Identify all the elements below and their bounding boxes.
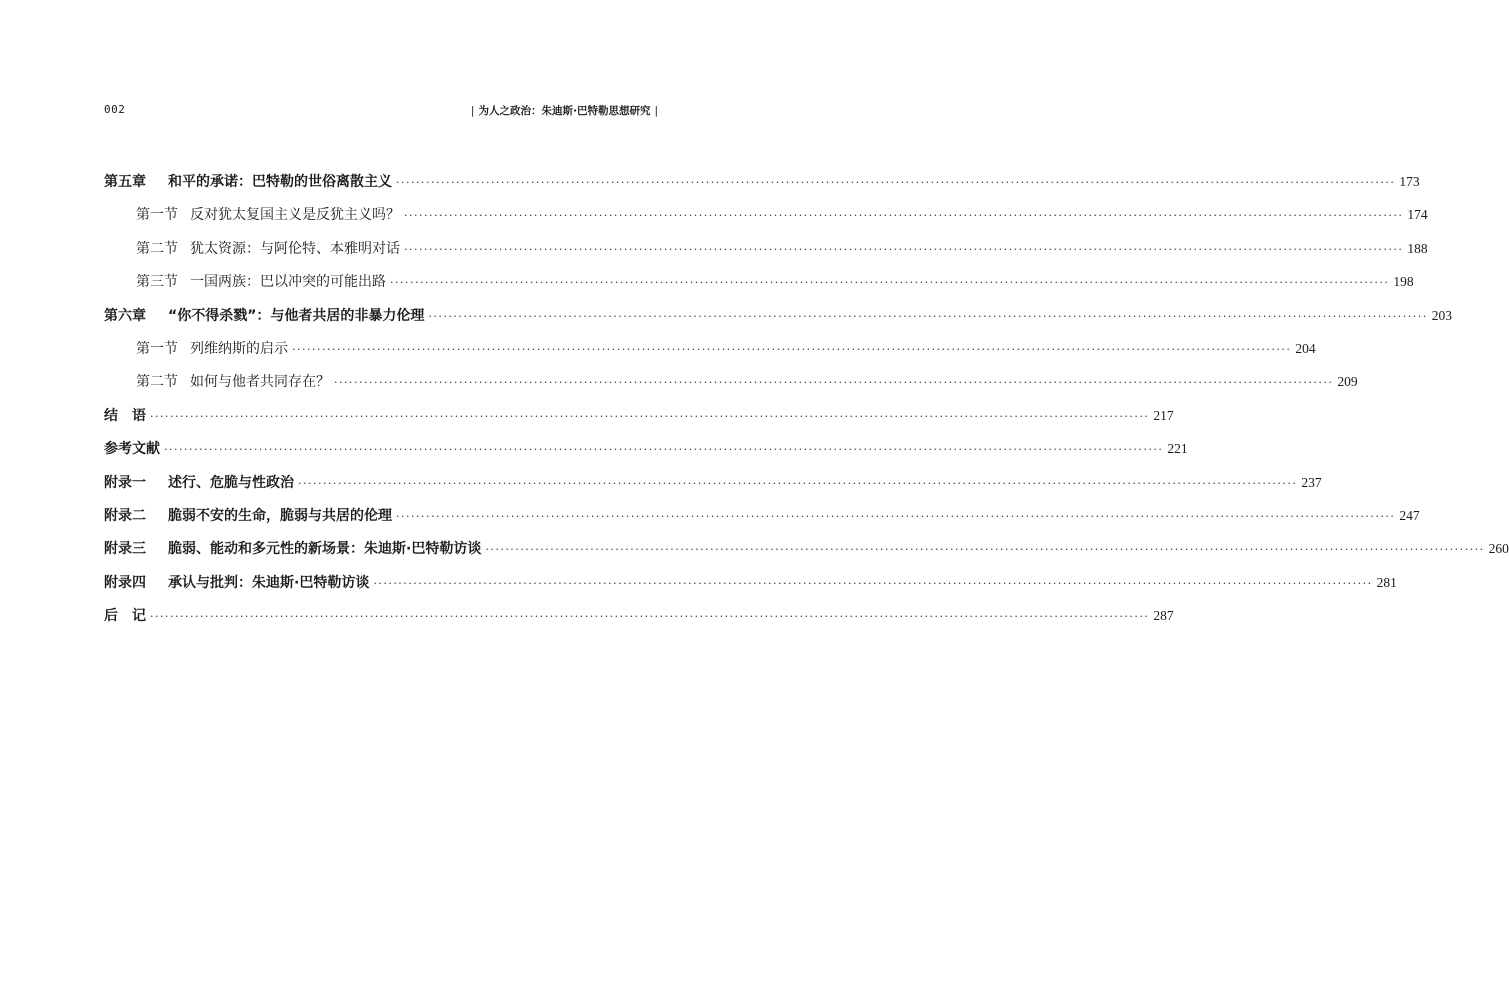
- toc-entry-title: 述行、危脆与性政治: [168, 474, 294, 491]
- leader-dots: ········································································································································································································: [390, 276, 1390, 290]
- toc-entry-number: 第六章: [104, 307, 146, 324]
- toc-entry-title: 脆弱、能动和多元性的新场景：朱迪斯·巴特勒访谈: [168, 541, 482, 558]
- leader-dots: ········································································································································································································: [298, 476, 1298, 490]
- toc-entry-title: 列维纳斯的启示: [190, 340, 288, 357]
- toc-entry-title: 和平的承诺：巴特勒的世俗离散主义: [168, 174, 392, 190]
- toc-section-entry[interactable]: [104, 237, 1428, 270]
- toc-entry-number: 附录四: [104, 574, 146, 591]
- toc-entry-label: [104, 404, 146, 428]
- toc-entry-title: 脆弱不安的生命，脆弱与共居的伦理: [168, 507, 392, 524]
- leader-dots: ········································································································································································································: [404, 209, 1404, 223]
- toc-entry-number: 第五章: [104, 174, 146, 190]
- toc-section-entry[interactable]: [104, 370, 1358, 403]
- toc-chapter-entry[interactable]: [104, 604, 1174, 637]
- leader-dots: ········································································································································································································: [150, 610, 1150, 624]
- toc-entry-page: 173: [1399, 174, 1420, 189]
- toc-entry-title: 反对犹太复国主义是反犹主义吗？: [190, 207, 400, 224]
- leader-dots: ········································································································································································································: [396, 509, 1396, 523]
- toc-chapter-entry[interactable]: [104, 437, 1188, 470]
- toc-entry-title: 后 记: [104, 608, 146, 625]
- running-head: [467, 103, 662, 118]
- toc-entry-title: 一国两族：巴以冲突的可能出路: [190, 274, 386, 291]
- toc-chapter-entry[interactable]: [104, 504, 1420, 537]
- toc-entry-label: [104, 604, 146, 628]
- leader-dots: ········································································································································································································: [396, 176, 1396, 189]
- toc-entry-page: 247: [1399, 507, 1420, 523]
- toc-entry-label: [136, 337, 288, 361]
- toc-entry-title: 结 语: [104, 407, 146, 424]
- toc-entry-title: 犹太资源：与阿伦特、本雅明对话: [190, 240, 400, 257]
- toc-section-entry[interactable]: [104, 203, 1428, 236]
- toc-entry-title: “你不得杀戮”：与他者共居的非暴力伦理: [168, 307, 425, 324]
- toc-entry-number: 第二节: [136, 374, 178, 391]
- toc-entry-page: 217: [1153, 407, 1174, 423]
- toc-entry-number: 第一节: [136, 207, 178, 224]
- leader-dots: ········································································································································································································: [404, 242, 1404, 256]
- toc-entry-page: 198: [1393, 274, 1414, 290]
- toc-entry-page: 188: [1407, 240, 1428, 256]
- toc-entry-label: [104, 437, 160, 461]
- toc-entry-page: 260: [1488, 541, 1509, 557]
- toc-entry-page: 237: [1301, 474, 1322, 490]
- running-title: 为人之政治：朱迪斯·巴特勒思想研究: [478, 105, 651, 117]
- toc-entry-label: [104, 571, 369, 595]
- toc-entry-label: [136, 370, 330, 394]
- toc-entry-page: 281: [1376, 574, 1397, 590]
- leader-dots: ········································································································································································································: [150, 409, 1150, 423]
- toc-entry-page: 174: [1407, 207, 1428, 223]
- toc-entry-number: 附录二: [104, 507, 146, 524]
- toc-entry-number: 附录三: [104, 541, 146, 558]
- toc-entry-title: 参考文献: [104, 441, 160, 458]
- toc-entry-number: 第三节: [136, 274, 178, 291]
- toc-entry-label: [104, 170, 392, 194]
- page-number: 002: [104, 103, 126, 116]
- toc-entry-label: [136, 270, 386, 294]
- leader-dots: ········································································································································································································: [373, 576, 1373, 590]
- toc-chapter-entry[interactable]: [104, 571, 1397, 604]
- toc-entry-page: 221: [1167, 441, 1188, 457]
- toc-entry-title: 承认与批判：朱迪斯·巴特勒访谈: [168, 574, 370, 591]
- toc-chapter-entry[interactable]: [104, 404, 1174, 437]
- toc-entry-page: 204: [1295, 340, 1316, 356]
- toc-entry-title: 如何与他者共同存在？: [190, 374, 330, 391]
- toc-section-entry[interactable]: [104, 270, 1414, 303]
- toc-entry-page: 287: [1153, 608, 1174, 624]
- leader-dots: ········································································································································································································: [485, 543, 1485, 557]
- leader-dots: ········································································································································································································: [164, 443, 1164, 457]
- page-header: [104, 103, 662, 123]
- toc-entry-label: [104, 304, 424, 328]
- toc-entry-label: [136, 203, 400, 227]
- toc-entry-label: [104, 537, 481, 561]
- toc-chapter-entry[interactable]: [104, 471, 1322, 504]
- toc-chapter-entry[interactable]: [104, 304, 1452, 337]
- divider-bar-left: |: [470, 105, 475, 117]
- toc-entry-page: 203: [1431, 307, 1452, 323]
- divider-bar-right: |: [654, 105, 658, 117]
- toc-chapter-entry[interactable]: [104, 537, 1509, 570]
- leader-dots: ········································································································································································································: [334, 376, 1334, 390]
- toc-section-entry[interactable]: [104, 337, 1316, 370]
- table-of-contents: [104, 170, 1509, 637]
- toc-entry-label: [104, 471, 294, 495]
- toc-entry-page: 209: [1337, 374, 1358, 390]
- leader-dots: ········································································································································································································: [292, 342, 1292, 356]
- toc-chapter-entry[interactable]: [104, 170, 1420, 203]
- toc-entry-number: 附录一: [104, 474, 146, 491]
- leader-dots: ········································································································································································································: [428, 309, 1428, 323]
- toc-entry-label: [136, 237, 400, 261]
- toc-entry-label: [104, 504, 392, 528]
- toc-entry-number: 第一节: [136, 340, 178, 357]
- toc-entry-number: 第二节: [136, 240, 178, 257]
